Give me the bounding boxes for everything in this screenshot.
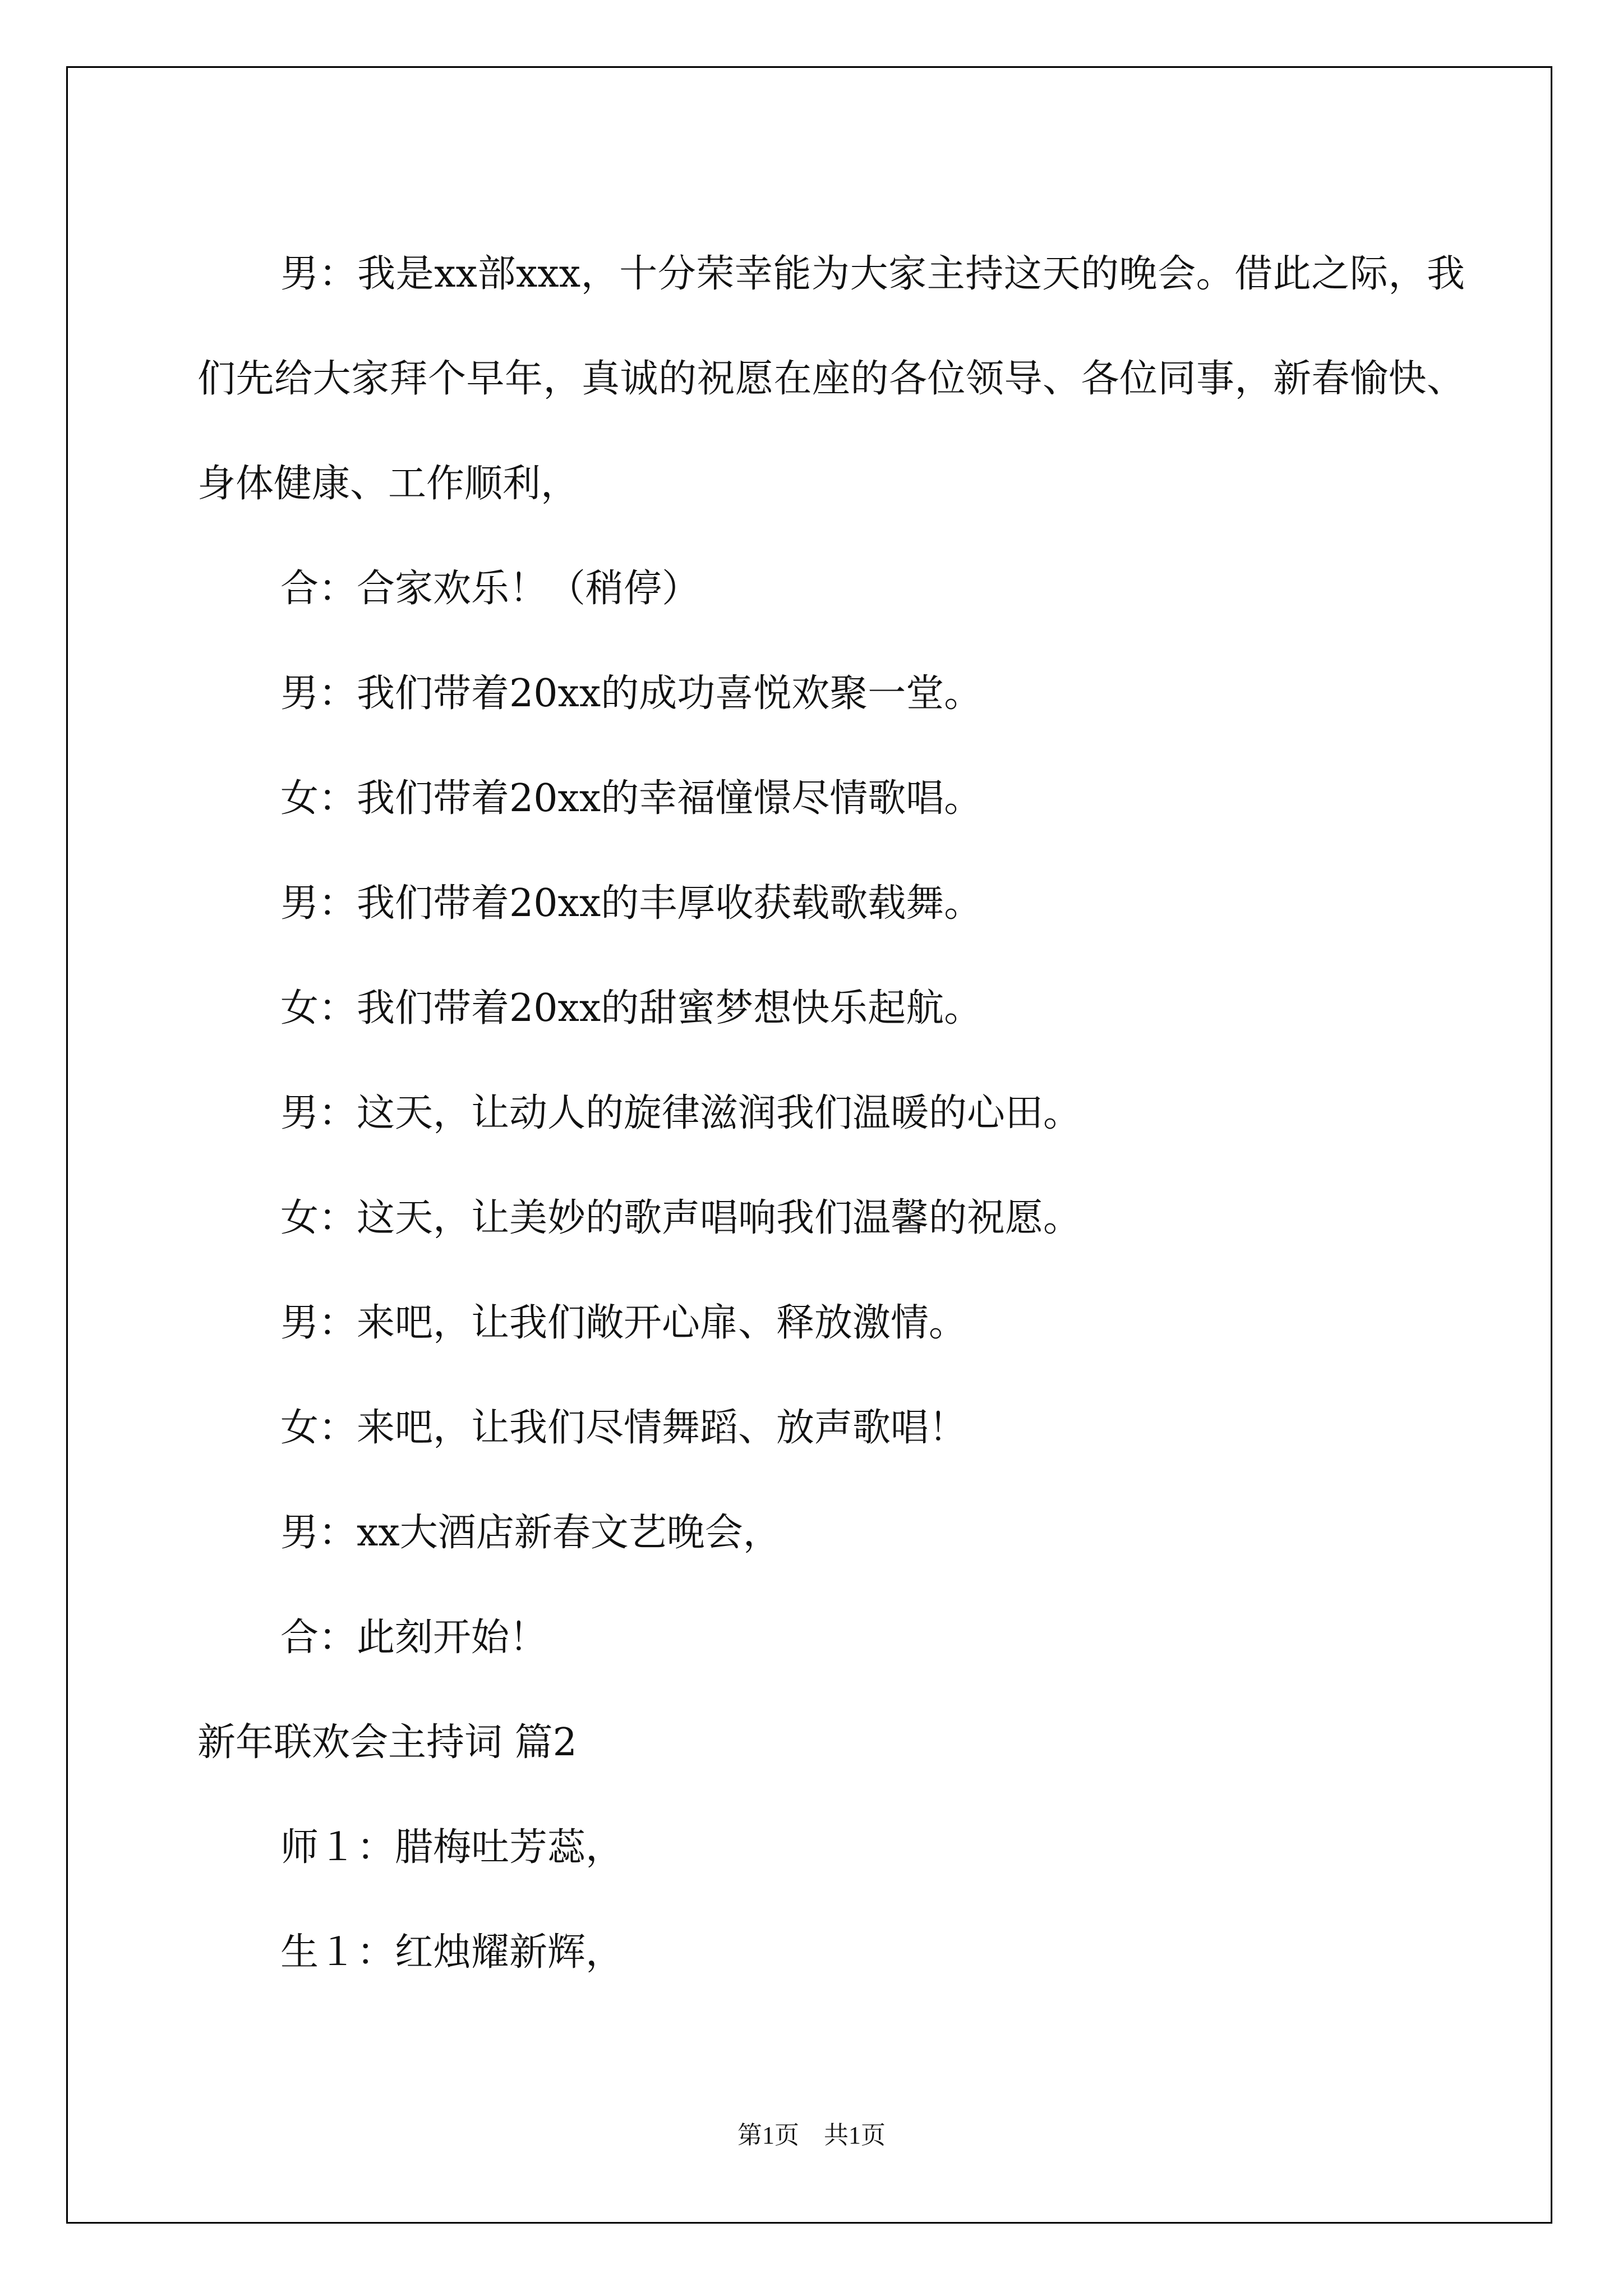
dialogue-line: 男：我们带着20xx的成功喜悦欢聚一堂。 [280, 671, 983, 716]
page-number-footer: 第1页 共1页 [737, 2122, 886, 2149]
dialogue-line: 女：这天，让美妙的歌声唱响我们温馨的祝愿。 [280, 1196, 1082, 1240]
dialogue-line: 女：来吧，让我们尽情舞蹈、放声歌唱！ [280, 1406, 967, 1450]
dialogue-line: 师１：腊梅吐芳蕊， [280, 1825, 624, 1870]
dialogue-line: 男：xx大酒店新春文艺晚会， [280, 1511, 781, 1555]
dialogue-line: 男：我们带着20xx的丰厚收获载歌载舞。 [280, 881, 983, 926]
dialogue-line: 女：我们带着20xx的甜蜜梦想快乐起航。 [280, 986, 983, 1030]
dialogue-line: 男：来吧，让我们敞开心扉、释放激情。 [280, 1301, 967, 1345]
document-body [197, 222, 1465, 2005]
paragraph-intro: 男：我是xx部xxx，十分荣幸能为大家主持这天的晚会。借此之际，我们先给大家拜个早年，真诚的祝愿在座的各位领导、各位同事，新春愉快、身体健康、工作顺利， [197, 252, 1465, 506]
dialogue-line: 合：合家欢乐！（稍停） [280, 567, 700, 611]
dialogue-line: 女：我们带着20xx的幸福憧憬尽情歌唱。 [280, 776, 983, 821]
dialogue-line: 合：此刻开始！ [280, 1616, 548, 1660]
dialogue-line: 男：这天，让动人的旋律滋润我们温暖的心田。 [280, 1091, 1082, 1135]
dialogue-line: 生１：红烛耀新辉， [280, 1930, 624, 1975]
section-heading: 新年联欢会主持词 篇2 [197, 1720, 577, 1765]
